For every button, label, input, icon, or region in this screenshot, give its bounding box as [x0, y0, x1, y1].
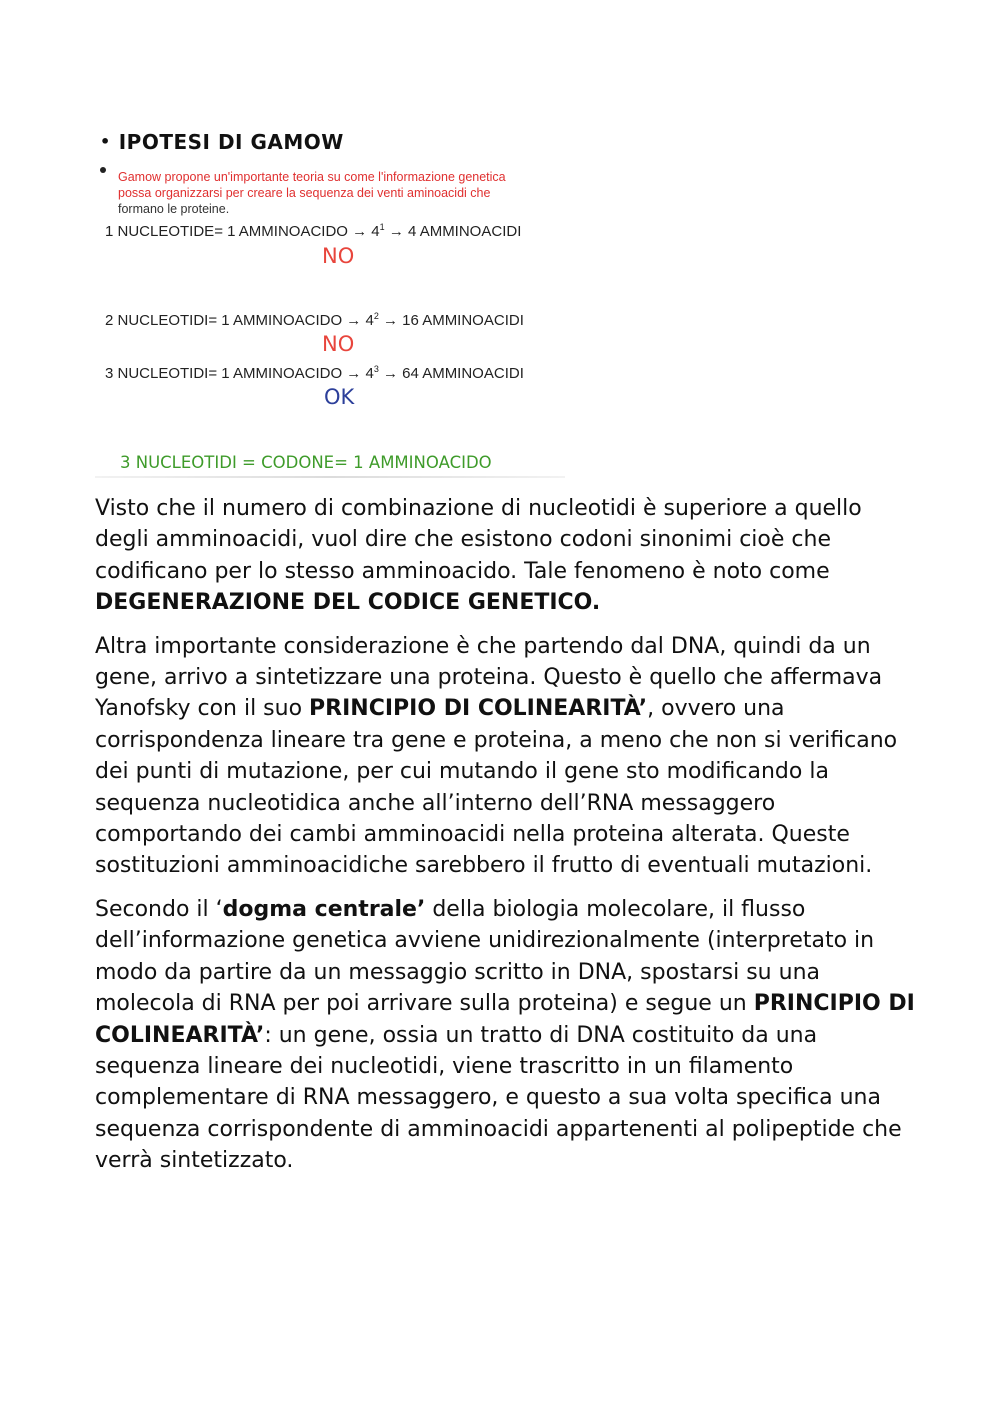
intro-line-2: possa organizzarsi per creare la sequenza dei venti aminoacidi che — [118, 186, 491, 200]
intro-note — [118, 169, 558, 217]
verdict-1: NO — [322, 244, 355, 268]
figure-heading — [100, 130, 344, 154]
verdict-2: NO — [322, 332, 355, 356]
p1-text: Visto che il numero di combinazione di nucleotidi è superiore a quello degli amminoacidi, vuol dire che esistono codoni sinonimi cioè che codificano per lo stesso amminoacido. Tale fenomeno è noto come — [95, 496, 862, 584]
equation-1 — [105, 222, 521, 240]
eq1-suffix: → 4 AMMINOACIDI — [384, 223, 522, 240]
equation-3 — [105, 364, 524, 382]
eq2-prefix: 2 NUCLEOTIDI= 1 AMMINOACIDO → 4 — [105, 312, 374, 329]
p2-text-a: Altra importante considerazione è che partendo dal DNA, quindi da un gene, arrivo a sintetizzare una proteina. Questo è quello che affermava Yanofsky con il suo — [95, 633, 883, 722]
p3-bold-term-a: dogma centrale’ — [222, 896, 426, 922]
p3-text-c: : un gene, ossia un tratto di DNA costituito da una sequenza lineare dei nucleotidi, viene trascritto in un filamento complementare di RNA messaggero, e questo a sua volta specifica una sequenza corrispondente di amminoacidi appartenenti al polipeptide che verrà sintetizzato. — [95, 1022, 902, 1174]
p2-text-b: , ovvero una corrispondenza lineare tra gene e proteina, a meno che non si verificano dei punti di mutazione, per cui mutando il gene sto modificando la sequenza nucleotidica anche all’interno dell’RNA messaggero comportando dei cambi amminoacidi nella proteina alterata. Queste sostituzioni amminoacidiche sarebbero il frutto di eventuali mutazioni. — [95, 696, 898, 879]
p2-bold-term: PRINCIPIO DI COLINEARITÀ’ — [309, 696, 648, 722]
heading-bullet: • — [100, 132, 111, 151]
p3-text-b: della biologia molecolare, il flusso dell’informazione genetica avviene unidirezionalmente (interpretato in modo da partire da un messaggio scritto in DNA, spostarsi su una molecola di RNA per poi arrivare sulla proteina) e segue un — [95, 896, 875, 1017]
intro-line-1: Gamow propone un'importante teoria su come l'informazione genetica — [118, 170, 506, 184]
equation-2 — [105, 311, 524, 329]
body-text — [95, 493, 915, 1189]
gamow-hypothesis-figure — [95, 118, 570, 480]
eq1-prefix: 1 NUCLEOTIDE= 1 AMMINOACIDO → 4 — [105, 223, 380, 240]
intro-line-3: formano le proteine. — [118, 202, 230, 216]
p3-bold-term-b: PRINCIPIO DI COLINEARITÀ’ — [95, 991, 915, 1048]
intro-bullet-icon — [100, 167, 106, 173]
p3-text-a: Secondo il ‘ — [95, 896, 223, 922]
eq2-exponent: 2 — [373, 311, 379, 321]
figure-bottom-rule — [95, 476, 565, 478]
eq1-exponent: 1 — [379, 222, 385, 232]
verdict-3: OK — [324, 385, 355, 409]
eq2-suffix: → 16 AMMINOACIDI — [378, 312, 524, 329]
paragraph-degeneracy — [95, 493, 915, 619]
codon-conclusion: 3 NUCLEOTIDI = CODONE= 1 AMMINOACIDO — [120, 453, 492, 472]
paragraph-central-dogma — [95, 894, 915, 1177]
figure-heading-text: IPOTESI DI GAMOW — [118, 130, 344, 154]
eq3-suffix: → 64 AMMINOACIDI — [378, 365, 524, 382]
p1-bold-term: DEGENERAZIONE DEL CODICE GENETICO. — [95, 590, 601, 616]
eq3-prefix: 3 NUCLEOTIDI= 1 AMMINOACIDO → 4 — [105, 365, 374, 382]
paragraph-colinearity — [95, 631, 915, 882]
eq3-exponent: 3 — [373, 364, 379, 374]
